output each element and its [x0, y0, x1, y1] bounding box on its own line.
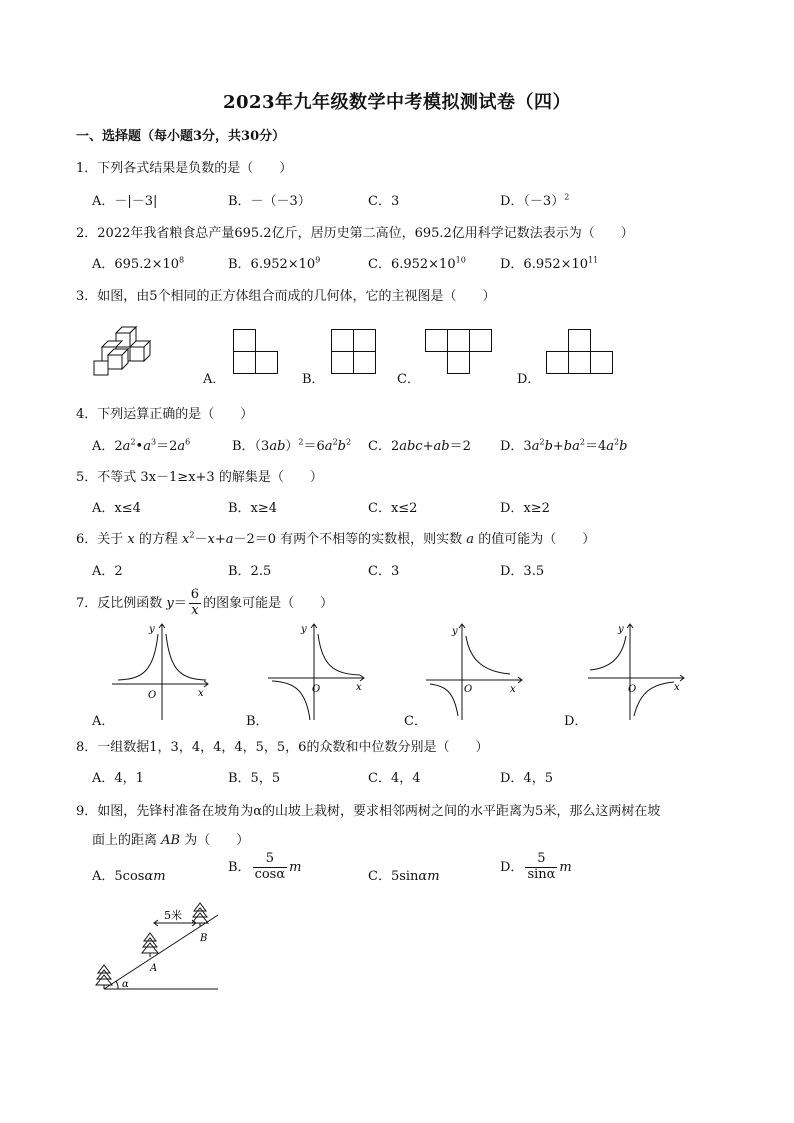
q3-option-c: C．: [397, 372, 420, 387]
q8-option-a: A．4，1: [92, 771, 144, 786]
svg-text:x: x: [510, 684, 516, 695]
q3-view-d: [546, 329, 614, 375]
q1-option-b: B．－（－3）: [228, 194, 311, 209]
svg-text:x: x: [674, 682, 680, 693]
q4-option-b: B．$(3ab)^2=6a^2b^2$: [232, 437, 352, 454]
question-8-stem: 8．一组数据1，3，4，4，4，5，5，6的众数和中位数分别是（ ）: [76, 740, 489, 755]
svg-text:O: O: [464, 684, 473, 695]
q4-option-a: A．$2a^2•a^3=2a^6$: [92, 437, 191, 454]
q4-option-c: C．2abc+ab＝2: [368, 439, 471, 454]
q9-option-b: B． $\frac{5}{\cos\alpha}$ m: [228, 851, 302, 882]
q2-option-a: A．$695.2\times 10^8$: [92, 255, 185, 272]
question-9-stem-line1: 9．如图，先锋村准备在坡角为α的山坡上栽树，要求相邻两树之间的水平距离为5米，那么这两树在坡: [76, 804, 661, 819]
question-1-stem: 1．下列各式结果是负数的是（ ）: [76, 161, 293, 176]
q9-slope-figure: [92, 895, 222, 995]
svg-text:y: y: [149, 624, 155, 635]
svg-text:B: B: [200, 933, 208, 944]
q7-graph-a: [112, 622, 212, 722]
q2-option-d: D．$6.952\times 10^{11}$: [500, 255, 599, 272]
q5-option-a: A．x≤4: [92, 501, 141, 516]
q3-solid-figure: [94, 325, 164, 377]
q8-option-d: D．4，5: [500, 771, 553, 786]
q5-option-d: D．x≥2: [500, 501, 550, 516]
q9-option-d: D． $\frac{5}{\sin\alpha}$ m: [500, 851, 572, 882]
svg-text:y: y: [452, 626, 458, 637]
question-9-stem-line2: 面上的距离 AB 为（ ）: [92, 833, 250, 848]
q6-option-c: C．3: [368, 564, 400, 579]
q3-option-d: D．: [517, 372, 541, 387]
svg-text:y: y: [301, 624, 307, 635]
q9-option-a: A．5cosαm: [92, 869, 166, 884]
q7-option-a: A．: [92, 714, 115, 729]
q8-option-c: C．4，4: [368, 771, 421, 786]
svg-text:x: x: [198, 688, 204, 699]
svg-text:O: O: [148, 690, 157, 701]
svg-text:O: O: [628, 684, 637, 695]
question-5-stem: 5．不等式 3x－1≥x+3 的解集是（ ）: [76, 470, 323, 485]
question-6-stem: 6．关于 x 的方程 $x^2-x+a-2=0$ 有两个不相等的实数根，则实数 a 的值可能为（ ）: [76, 530, 596, 547]
q3-option-a: A．: [203, 372, 226, 387]
q5-option-b: B．x≥4: [228, 501, 278, 516]
section-heading: 一、选择题（每小题3分，共30分）: [76, 129, 286, 144]
q6-option-b: B．2.5: [228, 564, 272, 579]
q2-option-c: C．$6.952\times 10^{10}$: [368, 255, 466, 272]
q7-graph-c: [426, 622, 526, 722]
svg-text:O: O: [312, 684, 321, 695]
q7-option-b: B．: [246, 714, 269, 729]
q7-graph-d: [588, 622, 688, 722]
q7-option-d: D．: [564, 714, 588, 729]
q5-option-c: C．x≤2: [368, 501, 418, 516]
svg-text:A: A: [150, 963, 158, 974]
page-title: 2023年九年级数学中考模拟测试卷（四）: [222, 92, 572, 113]
q1-option-c: C．3: [368, 194, 400, 209]
q6-option-a: A．2: [92, 564, 123, 579]
q7-graph-b: [268, 622, 368, 722]
q6-option-d: D．3.5: [500, 564, 545, 579]
question-2-stem: 2．2022年我省粮食总产量695.2亿斤，居历史第二高位，695.2亿用科学记数法表示为（ ）: [76, 226, 634, 241]
svg-text:y: y: [618, 624, 624, 635]
q9-option-c: C．5sinαm: [368, 869, 440, 884]
q1-option-a: A．－|－3|: [92, 194, 158, 209]
svg-text:5米: 5米: [164, 909, 182, 922]
question-3-stem: 3．如图，由5个相同的正方体组合而成的几何体，它的主视图是（ ）: [76, 289, 496, 304]
svg-text:x: x: [356, 682, 362, 693]
q1-option-d: D．$(-3)^2$: [500, 192, 570, 209]
q4-option-d: D．$3a^2b+ba^2=4a^2b$: [500, 437, 628, 454]
q7-option-c: C．: [404, 714, 427, 729]
svg-text:α: α: [122, 979, 129, 990]
q8-option-b: B．5，5: [228, 771, 281, 786]
q3-view-b: [331, 329, 377, 375]
q3-view-c: [425, 329, 493, 375]
q2-option-b: B．$6.952\times 10^9$: [228, 255, 321, 272]
question-4-stem: 4．下列运算正确的是（ ）: [76, 407, 254, 422]
q3-option-b: B．: [302, 372, 325, 387]
question-7-stem: 7．反比例函数 y＝ $\frac{6}{x}$ 的图象可能是（ ）: [76, 587, 334, 618]
q3-view-a: [233, 329, 279, 375]
